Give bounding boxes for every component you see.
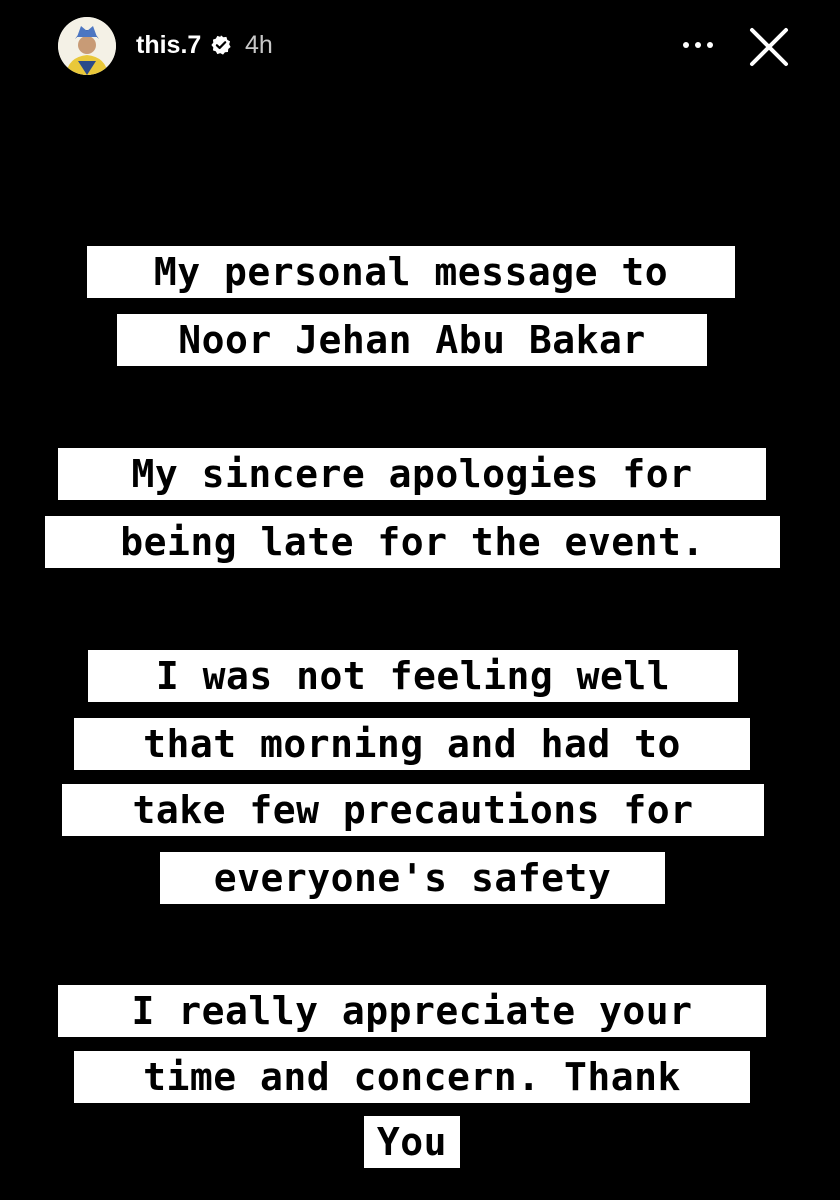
message-line: being late for the event. [45,516,780,568]
message-line: Noor Jehan Abu Bakar [117,314,707,366]
message-line: I was not feeling well [88,650,738,702]
message-line: that morning and had to [74,718,750,770]
message-line: take few precautions for [62,784,764,836]
close-icon[interactable] [744,22,794,72]
username[interactable]: this.7 [136,31,202,59]
message-line: everyone's safety [160,852,665,904]
message-line: My personal message to [87,246,735,298]
message-line: You [364,1116,460,1168]
message-line: I really appreciate your [58,985,766,1037]
message-line: time and concern. Thank [74,1051,750,1103]
post-time: 4h [245,31,273,59]
more-options-icon[interactable] [676,30,720,60]
verified-badge-icon [210,34,232,56]
story-header [0,0,840,92]
message-line: My sincere apologies for [58,448,766,500]
avatar[interactable] [58,17,116,75]
